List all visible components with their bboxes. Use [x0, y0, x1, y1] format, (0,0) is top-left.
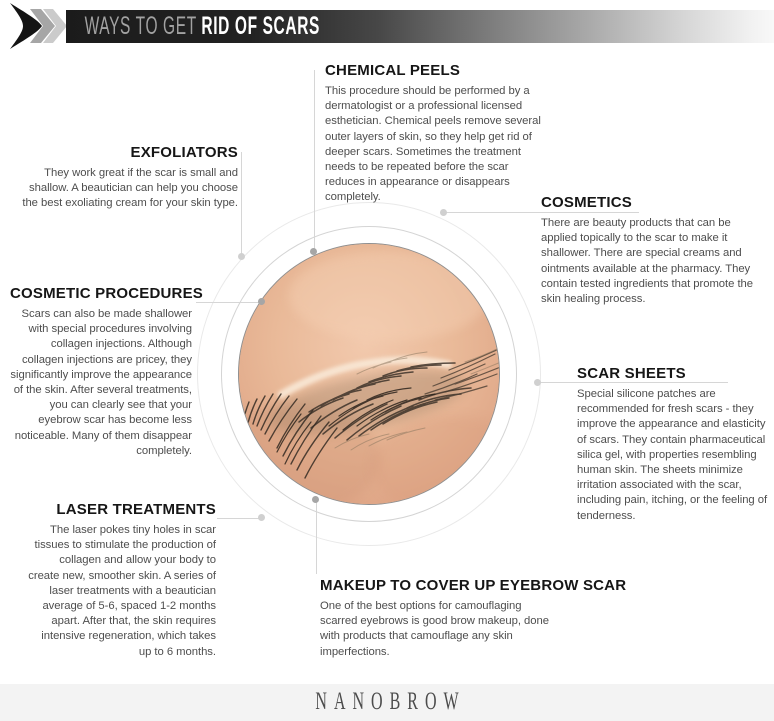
page-title-bold: RID OF SCARS — [201, 12, 320, 40]
connector-dot-scar-sheets — [534, 379, 541, 386]
section-cosmetic-procedures — [10, 285, 203, 459]
section-body: One of the best options for camouflaging scarred eyebrows is good brow makeup, done with products that camouflage any skin imperfections. — [320, 600, 549, 658]
section-makeup — [320, 577, 627, 660]
section-body: Scars can also be made shallower with special procedures involving collagen injections. Although collagen injections are pricey, they significantly improve the appearance of the skin. After several treatments, you can clearly see that your eyebrow scar has become less noticeable. Many of them disappear completely. — [10, 308, 192, 457]
page-title — [66, 10, 320, 43]
connector-dot-exfoliators — [238, 253, 245, 260]
connector-chemical-peels — [314, 70, 315, 250]
connector-dot-chemical-peels — [310, 248, 317, 255]
brand-chevron-logo-icon — [6, 3, 74, 49]
section-body: Special silicone patches are recommended for fresh scars - they improve the appearance and elasticity of scars. They contain pharmaceutical silica gel, with properties resembling human skin. The sheets minimize irritation associated with the scar, including pain, itching, or the feeling of tenderness. — [577, 388, 768, 522]
section-title: MAKEUP TO COVER UP EYEBROW SCAR — [320, 577, 627, 594]
section-chemical-peels — [325, 62, 541, 206]
section-title: COSMETICS — [541, 194, 632, 211]
connector-dot-laser-treatments — [258, 514, 265, 521]
page-title-light: WAYS TO GET — [84, 12, 202, 40]
footer-bar — [0, 684, 774, 721]
section-title: LASER TREATMENTS — [56, 501, 216, 518]
connector-dot-makeup — [312, 496, 319, 503]
brand-wordmark: NANOBROW — [315, 688, 466, 715]
section-title: EXFOLIATORS — [130, 144, 238, 161]
section-cosmetics — [541, 194, 765, 307]
section-scar-sheets — [577, 365, 769, 524]
connector-makeup — [316, 502, 317, 574]
section-exfoliators — [16, 144, 238, 212]
section-body: There are beauty products that can be applied topically to the scar to make it shallower. There are special creams and ointments available at the pharmacy. They contain tested ingredients that promote the skin healing process. — [541, 217, 754, 306]
connector-exfoliators — [241, 152, 242, 254]
eyebrow-illustration — [239, 244, 500, 505]
eyebrow-scar-photo — [238, 243, 500, 505]
section-laser-treatments — [28, 501, 216, 660]
section-body: They work great if the scar is small and shallow. A beautician can help you choose the best exoliating cream for your skin type. — [22, 167, 238, 210]
connector-dot-cosmetic-procedures — [258, 298, 265, 305]
section-body: The laser pokes tiny holes in scar tissues to stimulate the production of collagen and allow your body to create new, smoother skin. A series of laser treatments with a beautician average of 5-6, spaced 1-2 months apart. After that, the skin requires intensive regeneration, which takes up to 6 months. — [28, 524, 216, 658]
connector-cosmetic-procedures — [196, 302, 260, 303]
header-bar — [66, 10, 774, 43]
section-body: This procedure should be performed by a dermatologist or a professional licensed esthetician. Chemical peels remove several outer layers of skin, so they help get rid of deeper scars. Sometimes the treatment needs to be repeated before the scar reduces in appearance or disappears completely. — [325, 85, 541, 204]
section-title: COSMETIC PROCEDURES — [10, 285, 203, 302]
section-title: SCAR SHEETS — [577, 365, 686, 382]
connector-dot-cosmetics — [440, 209, 447, 216]
section-title: CHEMICAL PEELS — [325, 62, 461, 79]
connector-laser-treatments — [217, 518, 260, 519]
